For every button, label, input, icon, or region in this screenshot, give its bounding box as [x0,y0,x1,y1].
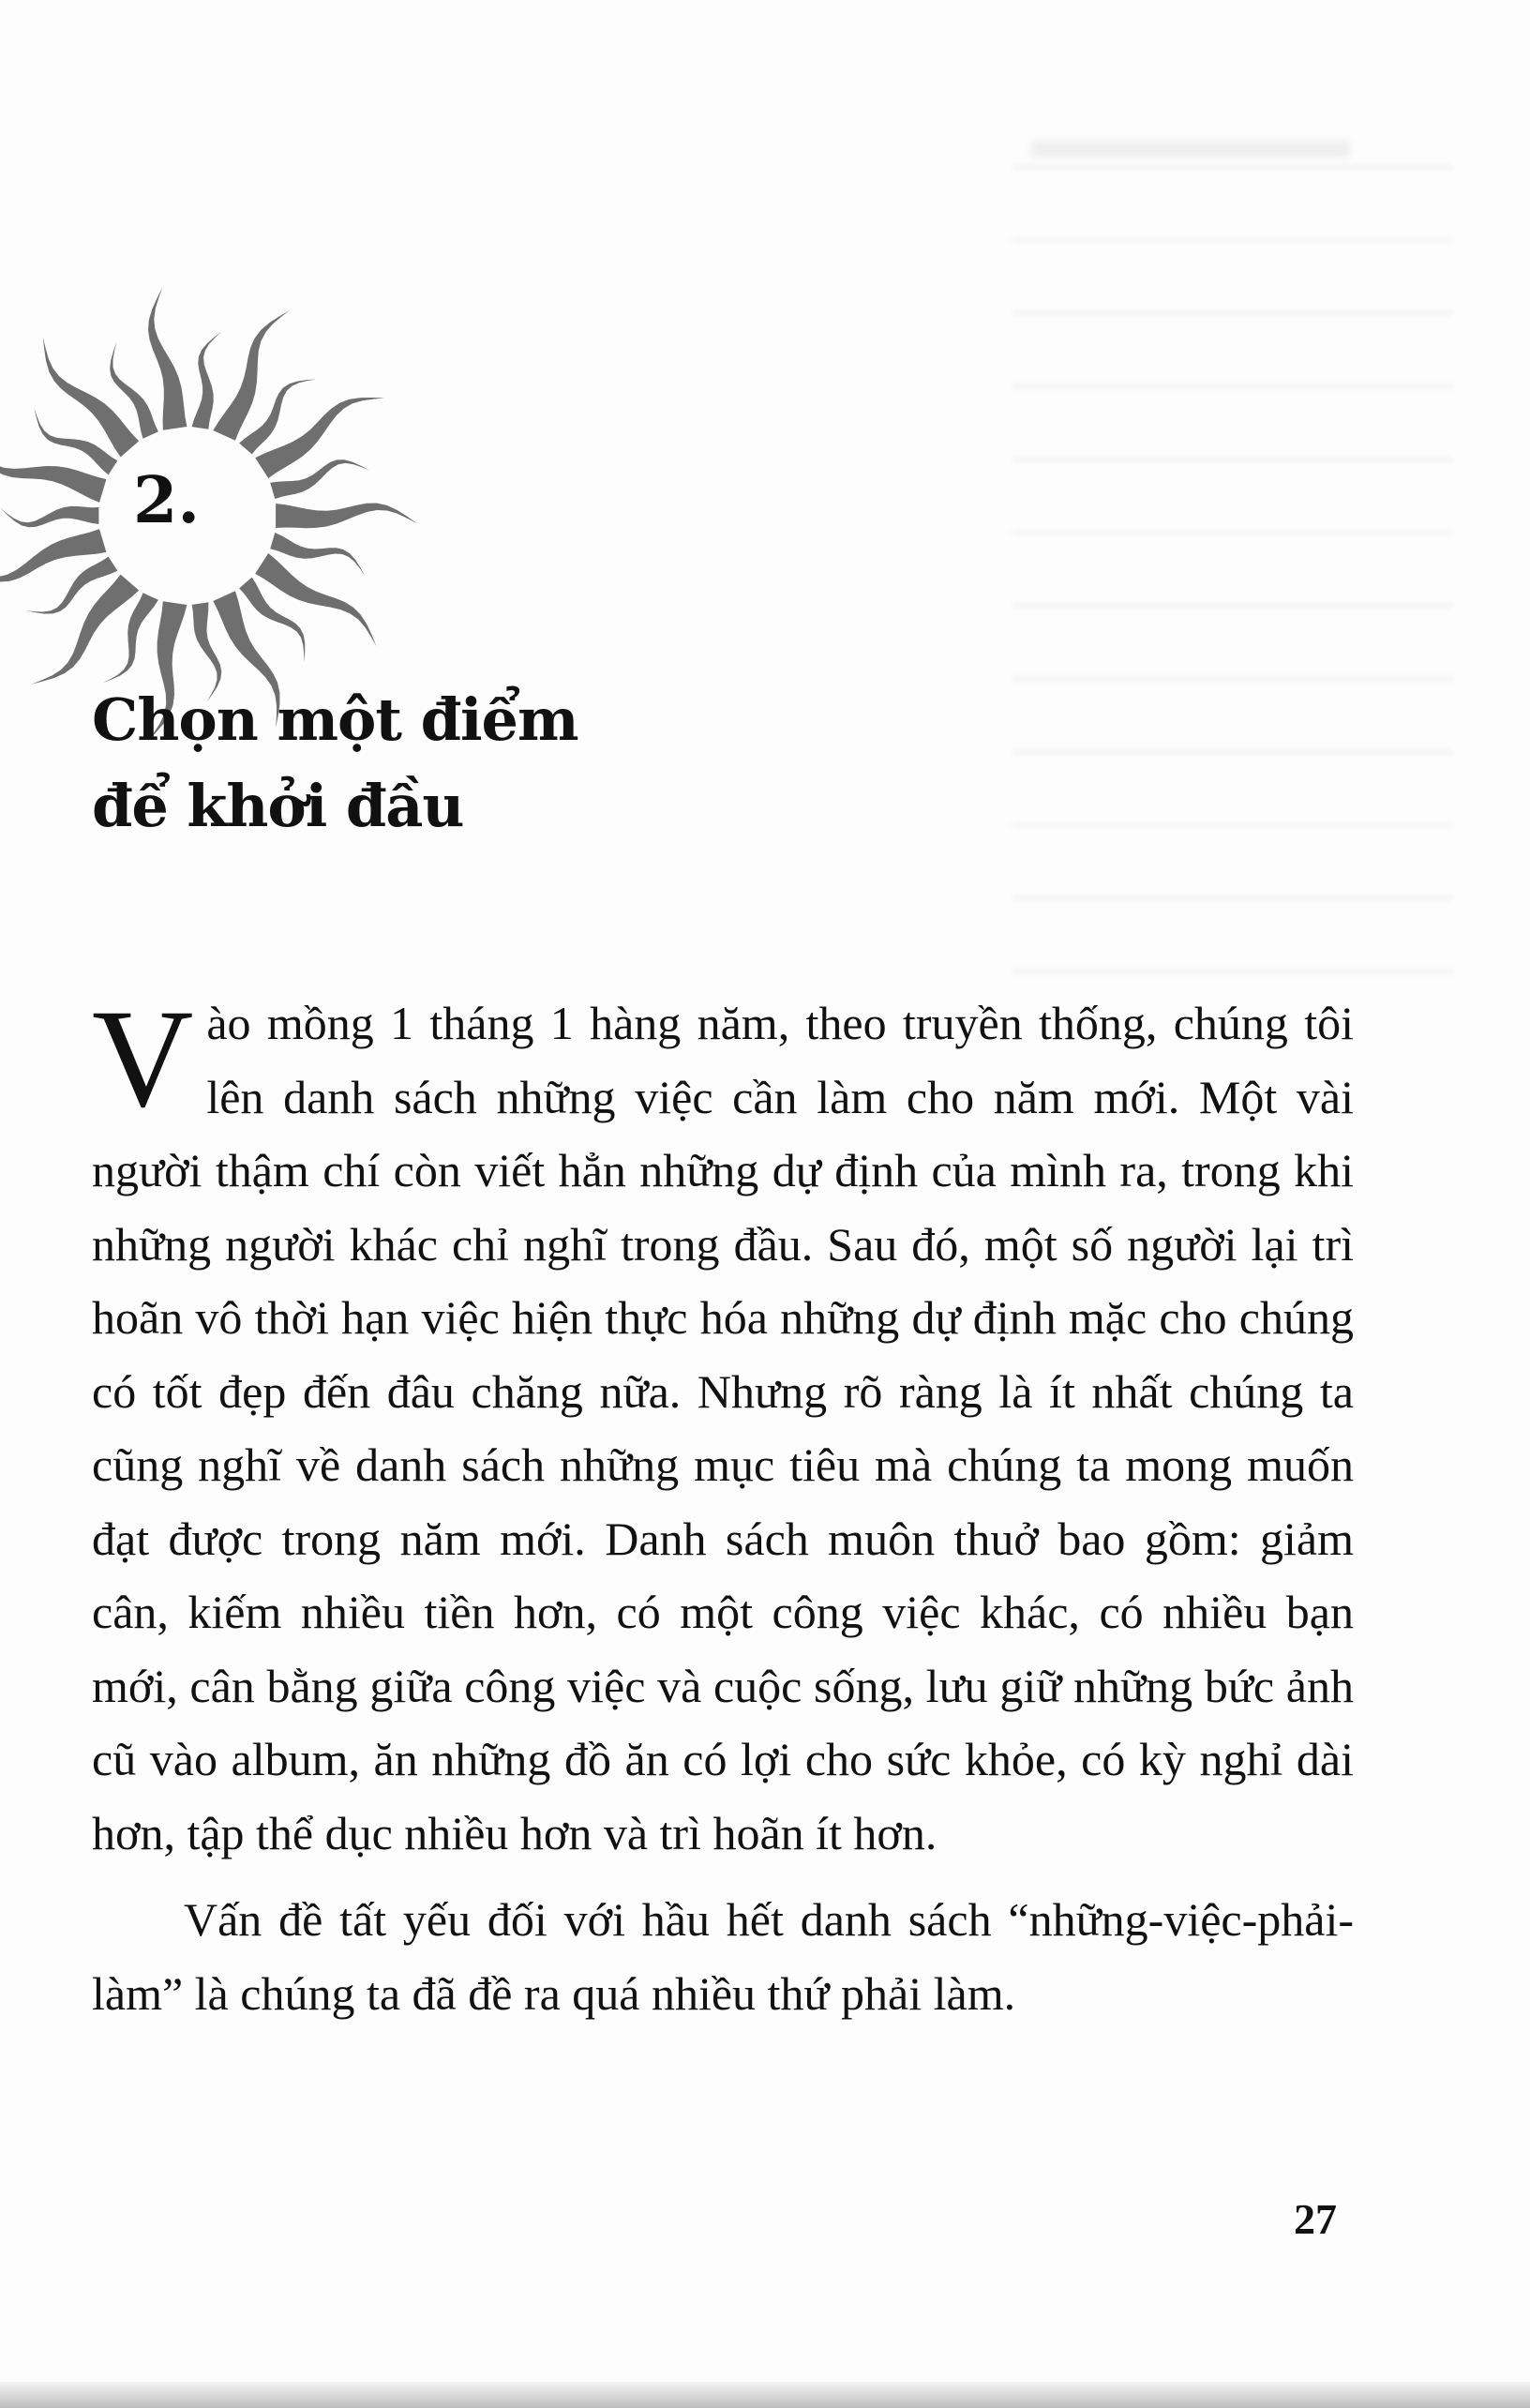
body-text [92,981,1354,2030]
chapter-title-line-2: để khởi đầu [92,772,464,840]
paragraph-2: Vấn đề tất yếu đối với hầu hết danh sách “những-việc-phải-làm” là chúng ta đã đề ra quá nhiều thứ phải làm. [92,1893,1354,2020]
chapter-title [92,677,578,850]
sun-ray [31,575,139,685]
sun-ray [276,504,417,529]
sun-ray [255,553,376,646]
sun-ray [148,288,187,430]
paragraph-1 [92,981,1354,1870]
page-number: 27 [1294,2195,1337,2243]
sun-icon [0,253,431,741]
drop-cap: V [92,981,194,1136]
sun-ray [192,331,222,429]
paragraph-1-text: ào mồng 1 tháng 1 hàng năm, theo truyền thống, chúng tôi lên danh sách những việc cần làm cho năm mới. Một vài người thậm chí còn viết hẳn những dự định của mình ra, trong khi những người khác chỉ nghĩ trong đầu. Sau đó, một số người lại trì hoãn vô thời hạn việc hiện thực hóa những dự định mặc cho chúng có tốt đẹp đến đâu chăng nữa. Nhưng rõ ràng là ít nhất chúng ta cũng nghĩ về danh sách những mục tiêu mà chúng ta mong muốn đạt được trong năm mới. Danh sách muôn thuở bao gồm: giảm cân, kiếm nhiều tiền hơn, có một công việc khác, có nhiều bạn mới, cân bằng giữa công việc và cuộc sống, lưu giữ những bức ảnh cũ vào album, ăn những đồ ăn có lợi cho sức khỏe, có kỳ nghỉ dài hơn, tập thể dục nhiều hơn và trì hoãn ít hơn. [92,997,1354,1859]
chapter-title-line-1: Chọn một điểm [92,685,578,754]
page-bottom-edge [0,2382,1530,2408]
sun-ray [213,310,290,441]
sun-ray [0,506,98,527]
chapter-number: 2. [133,463,200,538]
show-through-text [1012,131,1453,975]
